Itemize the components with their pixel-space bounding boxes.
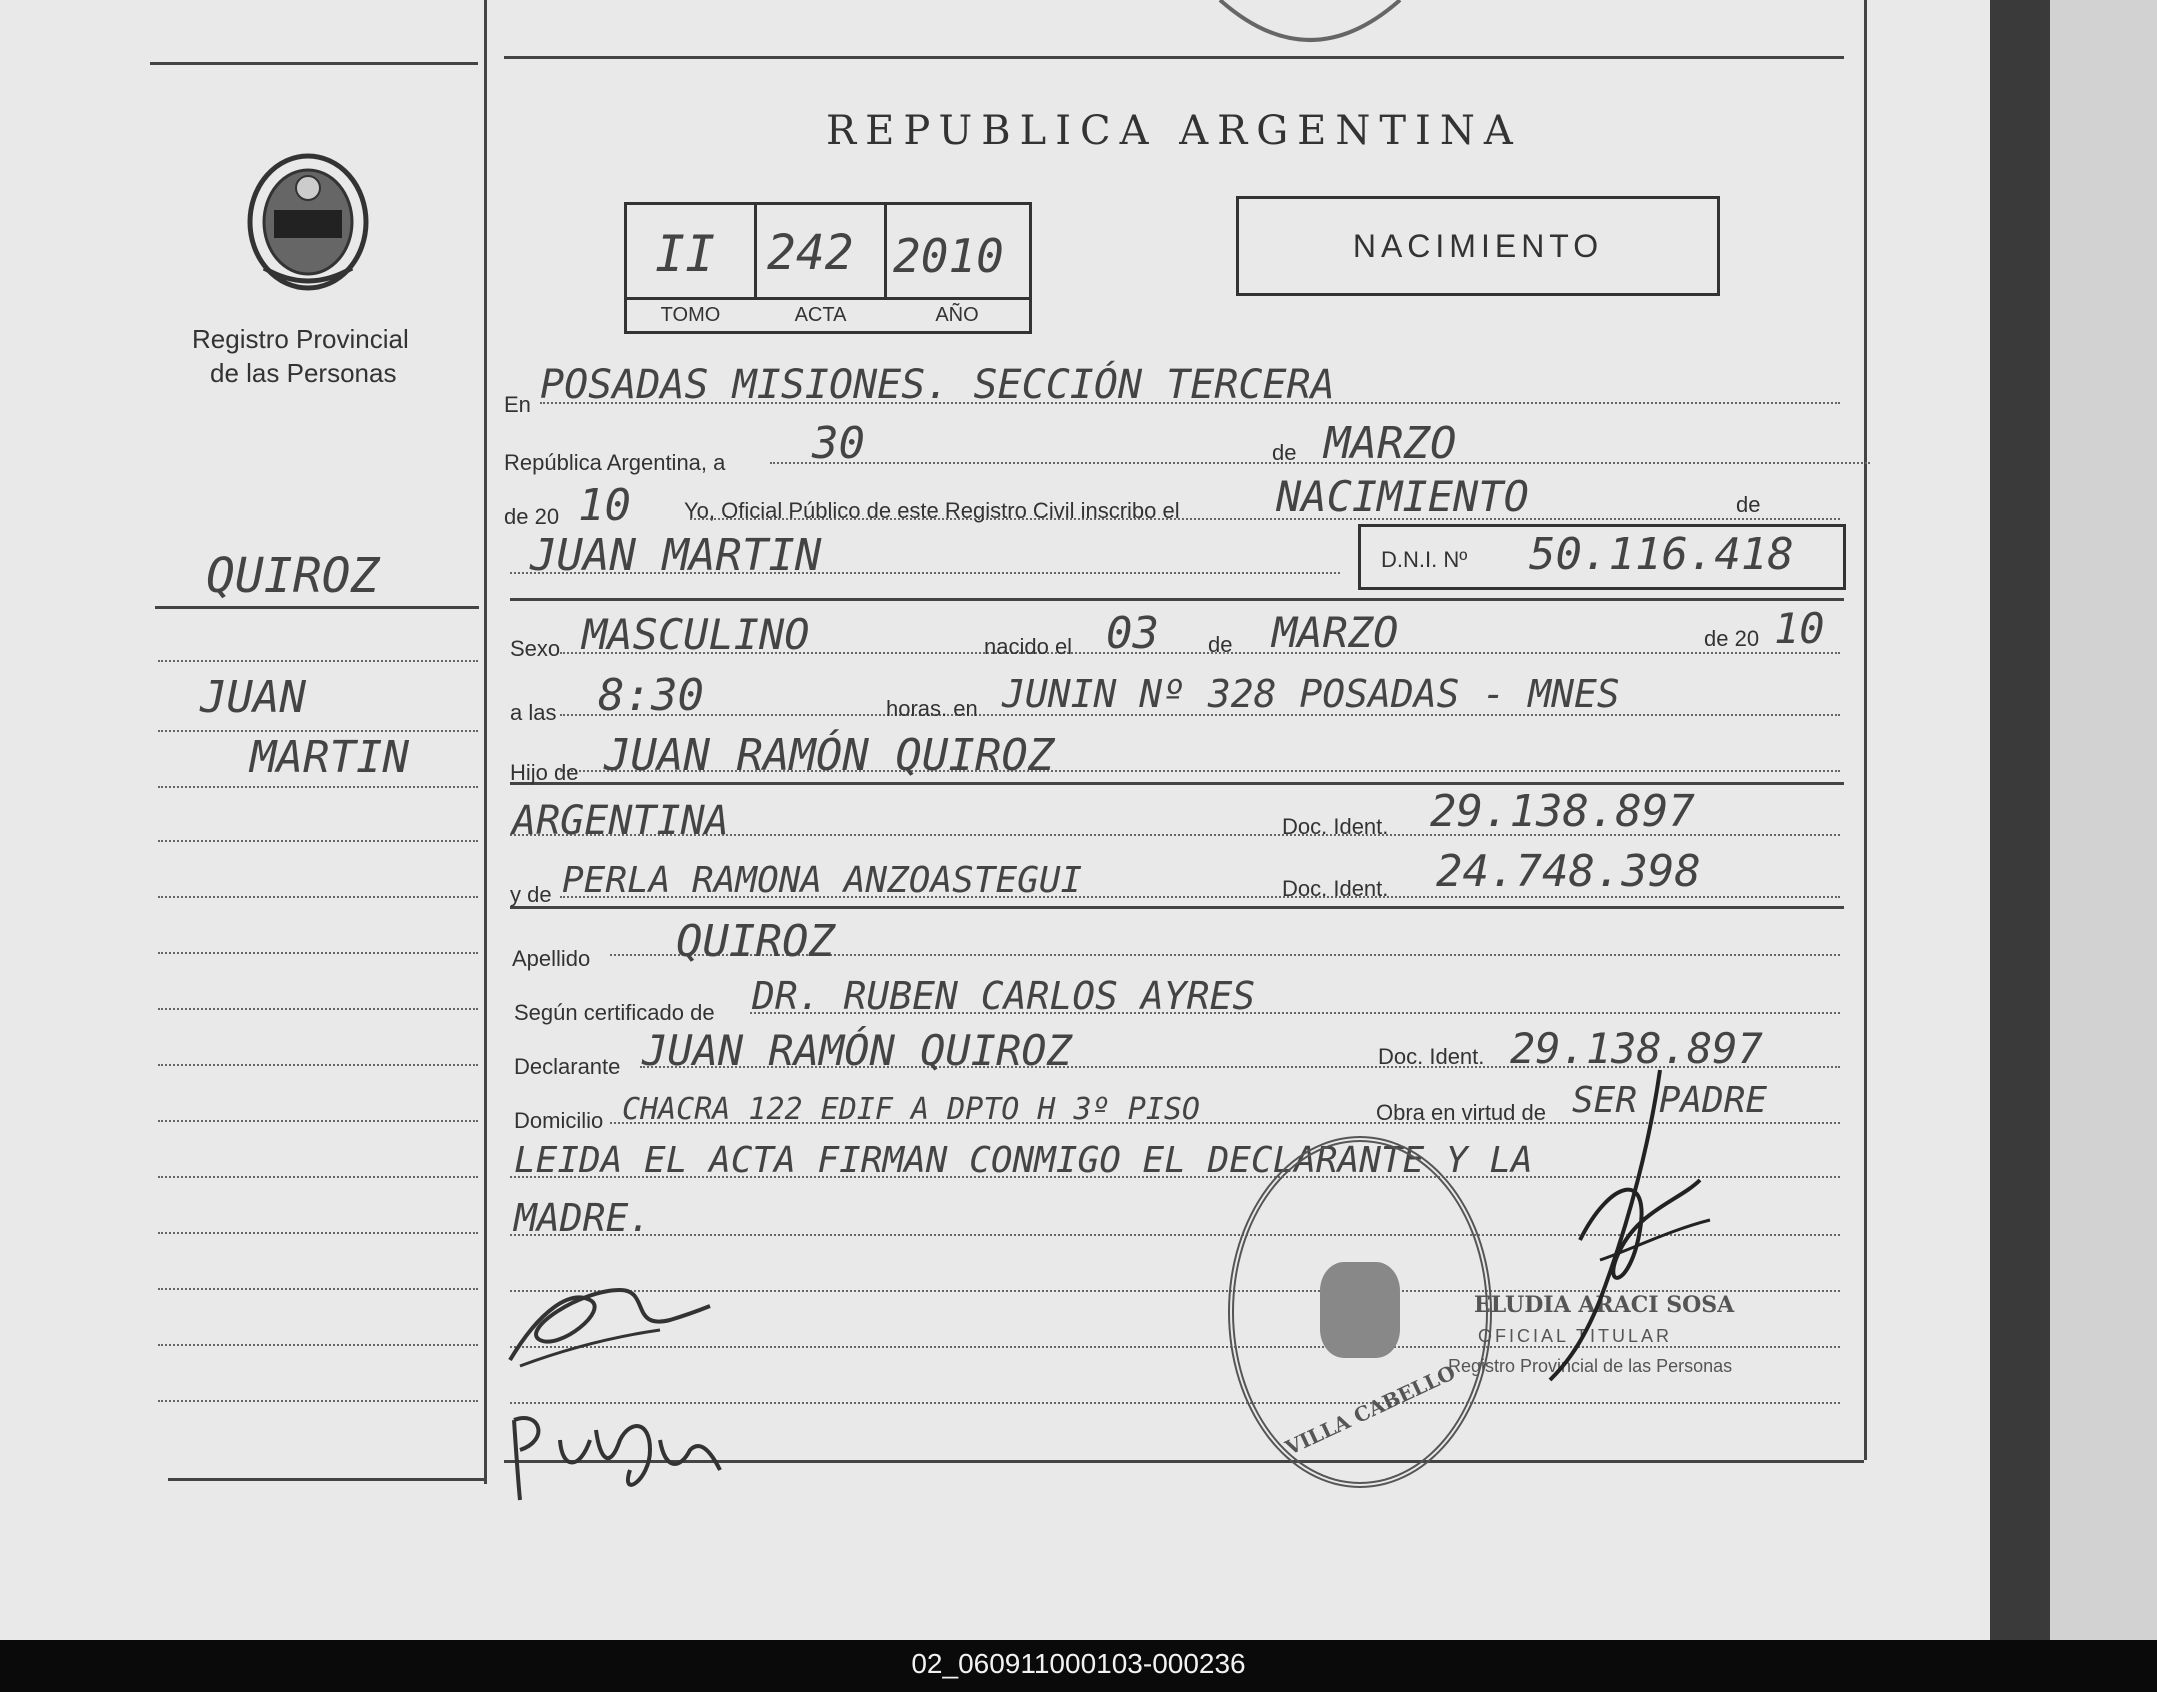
father-value: JUAN RAMÓN QUIROZ	[604, 730, 1055, 781]
anio-value: 2010	[893, 229, 1004, 283]
declarante-value: JUAN RAMÓN QUIROZ	[642, 1026, 1072, 1075]
margin-bottom-rule	[168, 1478, 484, 1481]
page-edge	[2050, 0, 2157, 1640]
en-label: En	[504, 392, 531, 417]
tomo-label: TOMO	[660, 304, 721, 326]
acta-label: ACTA	[794, 304, 847, 326]
sexo-label: Sexo	[510, 636, 561, 661]
father-doc-value: 29.138.897	[1430, 786, 1695, 837]
de-label-2: de	[1736, 492, 1761, 517]
declarante-doc-value: 29.138.897	[1510, 1024, 1763, 1073]
margin-name-rule	[155, 606, 479, 609]
margin-line	[158, 1344, 478, 1346]
margin-line	[158, 952, 478, 954]
dni-label: D.N.I. Nº	[1381, 547, 1468, 572]
form-top-rule	[504, 56, 1844, 59]
year-prefix-label: de 20	[504, 504, 560, 529]
margin-line	[158, 660, 478, 662]
margin-line	[158, 1176, 478, 1178]
apellido-label: Apellido	[512, 946, 591, 971]
official-seal	[1228, 1136, 1492, 1488]
signature-declarant-icon	[500, 1270, 720, 1380]
form-rule	[510, 782, 1844, 785]
place-value: POSADAS MISIONES. SECCIÓN TERCERA	[540, 362, 1335, 408]
domicilio-value: CHACRA 122 EDIF A DPTO H 3º PISO	[622, 1092, 1200, 1127]
de-label: de	[1272, 440, 1297, 465]
document-title: REPUBLICA ARGENTINA	[826, 108, 1522, 154]
obra-value: SER PADRE	[1572, 1080, 1768, 1121]
day-value: 30	[812, 418, 865, 469]
margin-line	[158, 786, 478, 788]
year-suffix-value: 10	[578, 480, 631, 531]
obra-label: Obra en virtud de	[1376, 1100, 1546, 1125]
margin-given-name-line1: JUAN	[200, 672, 306, 723]
certificado-label: Según certificado de	[514, 1000, 715, 1025]
registry-name-line1: Registro Provincial	[192, 324, 409, 354]
birth-month-value: MARZO	[1272, 608, 1399, 657]
dni-box	[1358, 524, 1846, 590]
month-value: MARZO	[1324, 418, 1457, 469]
sexo-value: MASCULINO	[582, 610, 810, 659]
horas-label: horas. en	[886, 696, 978, 721]
registry-name-line2: de las Personas	[210, 358, 397, 388]
republica-label: República Argentina, a	[504, 450, 726, 475]
mother-doc-value: 24.748.398	[1436, 846, 1701, 897]
file-id: 02_060911000103-000236	[911, 1648, 1246, 1679]
mother-value: PERLA RAMONA ANZOASTEGUI	[562, 860, 1083, 901]
declarante-doc-label: Doc. Ident.	[1378, 1044, 1485, 1069]
margin-line	[158, 840, 478, 842]
record-number-box	[624, 202, 1032, 334]
inscribed-value: NACIMIENTO	[1276, 472, 1529, 521]
form-rule	[510, 906, 1844, 909]
seal-text: VILLA CABELLO	[1281, 1360, 1460, 1460]
father-doc-label: Doc. Ident.	[1282, 814, 1389, 839]
partial-stamp-icon	[1210, 0, 1410, 56]
official-title: OFICIAL TITULAR	[1478, 1326, 1673, 1346]
book-binding-edge	[1990, 0, 2050, 1640]
declarante-label: Declarante	[514, 1054, 621, 1079]
nacido-label: nacido el	[984, 634, 1073, 659]
act-type-box: NACIMIENTO	[1236, 196, 1720, 296]
tomo-value: II	[655, 225, 716, 283]
signature-mother-icon	[500, 1380, 740, 1510]
apellido-value: QUIROZ	[676, 916, 835, 967]
de-label-3: de	[1208, 632, 1233, 657]
margin-line	[158, 896, 478, 898]
y-de-label: y de	[510, 882, 552, 907]
official-name: ELUDIA ARACI SOSA	[1474, 1292, 1735, 1318]
form-right-border	[1864, 0, 1867, 1460]
margin-divider	[484, 0, 487, 1484]
margin-line	[158, 1008, 478, 1010]
dni-value: 50.116.418	[1529, 529, 1794, 580]
hour-value: 8:30	[598, 670, 704, 721]
anio-label: AÑO	[935, 304, 979, 326]
certificado-value: DR. RUBEN CARLOS AYRES	[752, 974, 1256, 1018]
child-name-value: JUAN MARTIN	[530, 530, 822, 581]
margin-given-name-line2: MARTIN	[250, 732, 409, 783]
margin-line	[158, 1232, 478, 1234]
birth-place-value: JUNIN Nº 328 POSADAS - MNES	[1002, 672, 1620, 716]
provincial-emblem-icon	[240, 148, 376, 296]
seal-emblem-icon	[1320, 1262, 1400, 1358]
margin-line	[158, 1120, 478, 1122]
remarks-line2: MADRE.	[514, 1196, 652, 1240]
yo-label: Yo, Oficial Público de este Registro Civil inscribo el	[684, 498, 1180, 523]
birth-year-suffix-value: 10	[1774, 604, 1825, 653]
official-office: Registro Provincial de las Personas	[1448, 1356, 1733, 1376]
margin-line	[158, 1064, 478, 1066]
margin-line	[158, 1288, 478, 1290]
domicilio-label: Domicilio	[514, 1108, 604, 1133]
father-nationality-value: ARGENTINA	[512, 798, 729, 844]
hijo-label: Hijo de	[510, 760, 579, 785]
record-label-row	[627, 297, 1029, 334]
form-line	[770, 462, 1870, 464]
margin-top-rule	[150, 62, 478, 65]
margin-surname: QUIROZ	[206, 548, 380, 604]
birth-day-value: 03	[1106, 608, 1159, 659]
signature-official-icon	[1540, 1060, 1730, 1390]
a-las-label: a las	[510, 700, 557, 725]
acta-value: 242	[767, 225, 854, 281]
remarks-line1: LEIDA EL ACTA FIRMAN CONMIGO EL DECLARANTE Y LA	[514, 1140, 1533, 1181]
birth-year-prefix-label: de 20	[1704, 626, 1760, 651]
mother-doc-label: Doc. Ident.	[1282, 876, 1389, 901]
margin-line	[158, 1400, 478, 1402]
form-rule	[510, 598, 1844, 601]
